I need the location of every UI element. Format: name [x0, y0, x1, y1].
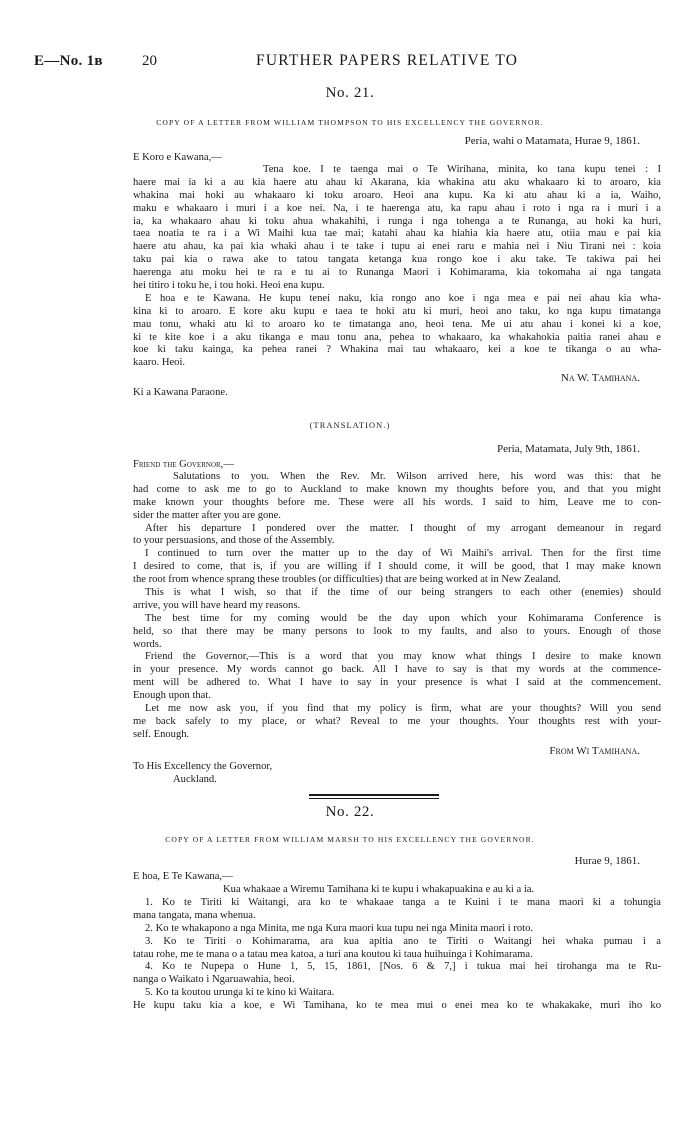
text-line: in your presence. My words cannot go back. All I have to say is that my words at the commence-	[133, 664, 661, 676]
text-line: Salutations to you. When the Rev. Mr. Wilson arrived here, his word was this: that he	[173, 471, 661, 482]
running-title: FURTHER PAPERS RELATIVE TO	[256, 52, 519, 69]
text-line: whakina mai hoki au whakaaro ki toku aroaro. Heoi ana kupu. Ka ki atu ahau ki a ia, Waiho,	[133, 189, 661, 201]
list-item: 5. Ko ta koutou urunga ki te kino ki Waitara.	[145, 987, 335, 999]
translation-salutation: Friend the Governor,—	[133, 459, 234, 470]
text-line: held, so that there may be many persons to look to my faults, and also to yours. Enough of those	[133, 625, 661, 637]
text-line: words.	[133, 638, 162, 650]
letter-21-address: Ki a Kawana Paraone.	[133, 387, 228, 398]
text-line: koe ki taku kainga, ka pehea ranei ? Whakina mai tau whakaaro, kei a koe te tikanga o au wha-	[133, 344, 661, 356]
text-line: make known your thoughts before me. These were all his words. I said to him, Leave me to con-	[133, 496, 661, 508]
letter-21-english-text	[133, 471, 661, 742]
text-line: had come to ask me to go to Auckland to make known my thoughts before you, and that you might	[133, 483, 661, 495]
list-item: 1. Ko te Tiriti ki Waitangi, ara ko te whakaae tanga a te Kuini i te mana maori ki a tohungia	[145, 897, 661, 908]
list-item: 4. Ko te Nupepa o Hune 1, 5, 15, 1861, [Nos. 6 & 7,] i tukua mai hei tirohanga ma te Ru-	[145, 961, 661, 973]
translation-signature: From Wi Tamihana.	[549, 745, 640, 757]
letter-22-date: Hurae 9, 1861.	[574, 855, 640, 867]
text-line: ki te kite koe i a aku tikanga e mau tonu ana, pehea to whakaaro, ka whakahokia paitia ranei ahau e	[133, 331, 661, 343]
text-line: ia, ka whakaaro ahau ki toku ahua whakahihi, i runga i nga tohenga a te Runanga, au hoki ka huri,	[133, 215, 661, 227]
letter-21-signature: Na W. Tamihana.	[560, 372, 640, 384]
text-line: The best time for my coming would be the day upon which your Kohimarama Conference is	[145, 612, 661, 624]
letter-22-items	[133, 897, 661, 1013]
letter-21-place-date: Peria, wahi o Matamata, Hurae 9, 1861.	[464, 135, 640, 147]
text-line: I continued to turn over the matter up to the day of Wi Maihi's arrival. Then for the first time	[145, 548, 661, 560]
text-line: I desired to come, that is, if you are willing if I should come, it will be good, that I may make known	[133, 561, 661, 573]
text-line: tatau rohe, me te mana o a tatau mea katoa, a turi ana koutou ki taua huihuinga i Kohimarama.	[133, 948, 533, 960]
text-line: He kupu taku kia a koe, e Wi Tamihana, ko te mea mui o enei mea ko te whakakake, muri iho ko	[133, 1000, 661, 1012]
text-line: This is what I wish, so that if the time of our being strangers to each other (enemies) should	[145, 587, 661, 599]
text-line: maku e whakaaro i muri i a koe nei. Na, i te haerenga atu, ka rapu ahau i roto i nga ra i muri i a	[133, 202, 661, 214]
letter-22-salutation: E hoa, E Te Kawana,—	[133, 871, 233, 882]
text-line: nanga o Waikato i Ngaruawahia, heoi.	[133, 974, 295, 986]
series-number: E—No. 1в	[34, 53, 103, 69]
text-line: ment will be adhered to. What I have to say in your presence is what I said at the commencement.	[133, 677, 661, 689]
section-divider	[309, 794, 439, 796]
translation-place-date: Peria, Matamata, July 9th, 1861.	[497, 443, 640, 455]
letter-21-maori-text	[133, 164, 661, 370]
text-line: haere mai ia ki a au kia haere atu ahau ki Akarana, kia whakina atu aku whakaaro ki to aroaro, kia	[133, 176, 661, 188]
text-line: haere atu ahau, ka pai kia whaki ahau i te take i tupu ai enei raru e mahia nei i Niu Tirani nei : koia	[133, 241, 661, 253]
text-line: taku pai kia o rawa ake to tatou tangata ketanga kua rongo koe i aku take. Te takiwa pai hei	[133, 254, 661, 266]
letter-22-intro: Kua whakaae a Wiremu Tamihana ki te kupu i whakapuakina e au ki a ia.	[223, 884, 535, 895]
text-line: me back safely to my place, or what? Reveal to me your thoughts. Your thoughts rest with your-	[133, 715, 661, 727]
text-line: sider the matter after you are gone.	[133, 509, 281, 521]
translation-address-line-1: To His Excellency the Governor,	[133, 761, 273, 772]
text-line: Friend the Governor,—This is a word that you may know what things I desire to make known	[145, 651, 661, 663]
text-line: Tena koe. I te taenga mai o Te Wirihana, minita, ko tana kupu tenei : I	[263, 164, 661, 175]
letter-21-caption: COPY OF A LETTER FROM WILLIAM THOMPSON TO HIS EXCELLENCY THE GOVERNOR.	[156, 118, 544, 127]
text-line: haerenga atu moku hei te ra e tu ai to Runanga Maori i Kohimarama, kia tokomaha ai nga tangata	[133, 267, 661, 279]
text-line: hei titiro i toku he, i tou hoki. Heoi ena kupu.	[133, 280, 325, 292]
running-head	[34, 52, 664, 75]
letter-22-caption: COPY OF A LETTER FROM WILLIAM MARSH TO HIS EXCELLENCY THE GOVERNOR.	[165, 835, 535, 844]
list-item: 2. Ko te whakapono a nga Minita, me nga Kura maori kua tupu nei nga Minita maori i roto.	[145, 922, 534, 934]
letter-22-number: No. 22.	[325, 804, 375, 820]
text-line: taea noatia te ra i a Wi Maihi kua tae mai; katahi ahau ka hiahia kia haere atu, otiia mau e pai kia	[133, 228, 661, 240]
letter-21-salutation: E Koro e Kawana,—	[133, 152, 222, 163]
letter-21-number: No. 21.	[325, 85, 375, 101]
text-line: kaaro. Heoi.	[133, 357, 186, 369]
text-line: After his departure I pondered over the matter. I thought of my arrogant demeanour in regard	[145, 522, 661, 534]
list-item: 3. Ko te Tiriti o Kohimarama, ara kua apitia ano te Tiriti o Waitangi hei whaka pumau i a	[145, 935, 661, 947]
text-line: the root from whence sprang these troubles (or difficulties) that are being worked at in New Zealand.	[133, 574, 561, 586]
text-line: self. Enough.	[133, 728, 190, 740]
text-line: kina ki to aroaro. E kore aku kupu e taea te hoki atu ki muri, heoi ano taku, ko nga kupu timatanga	[133, 305, 661, 317]
text-line: Let me now ask you, if you find that my policy is firm, what are your thoughts? Will you send	[145, 703, 661, 715]
text-line: Enough upon that.	[133, 690, 211, 702]
text-line: to your persuasions, and those of the Assembly.	[133, 535, 335, 547]
translation-label: (TRANSLATION.)	[309, 421, 391, 430]
text-line: arrive, you will have heard my reasons.	[133, 599, 301, 611]
text-line: mau tonu, whaki atu ki to aroaro ko te timatanga ano, heoi tena. Me ui atu ahau i konei ki a koe,	[133, 318, 661, 330]
text-line: E hoa e te Kawana. He kupu tenei naku, kia rongo ano koe i nga mea e pai nei ahau kia wha-	[145, 292, 661, 304]
text-line: mana tangata, mana whenua.	[133, 909, 256, 921]
translation-address-line-2: Auckland.	[173, 774, 217, 785]
page-number: 20	[142, 53, 157, 69]
